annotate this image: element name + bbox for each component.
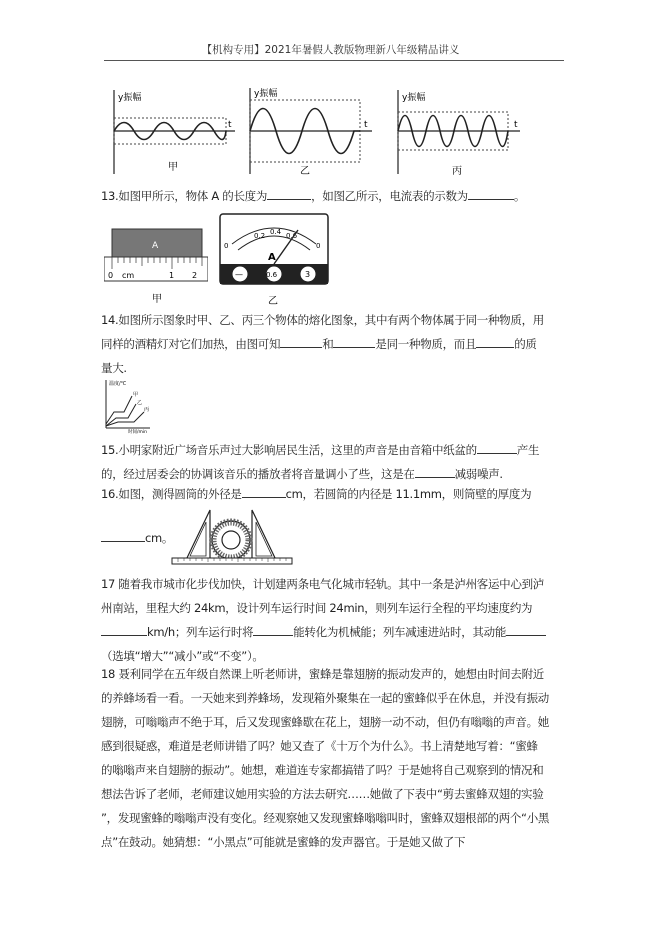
- caption-bing: 丙: [452, 166, 462, 177]
- caption-jia: 甲: [168, 162, 178, 173]
- wave-panel-bing: [398, 90, 520, 177]
- wave-figure: [100, 86, 540, 178]
- answer-blank[interactable]: [477, 441, 517, 454]
- svg-text:0.6: 0.6: [286, 232, 298, 240]
- question-17: 17 随着我市城市化步伐加快，计划建两条电气化城市轻轨。其中一条是泸州客运中心到泸 州南站，里程大约 24km，设计列车运行时间 24min，则列车运行全程的平均速度约为 km/h；列车运行时将 能转化为机械能；列车减速进站时，其动能 （选填“增大”“减小”或“不变”）。: [101, 572, 567, 668]
- svg-text:t: t: [364, 120, 368, 130]
- question-16-cont: cm。: [101, 526, 567, 550]
- svg-text:0: 0: [108, 271, 114, 280]
- answer-blank[interactable]: [468, 187, 514, 200]
- svg-text:0.4: 0.4: [270, 228, 282, 236]
- question-18: 18 聂利同学在五年级自然课上听老师讲，蜜蜂是靠翅膀的振动发声的，她想由时间去附近 的养蜂场看一看。一天她来到养蜂场，发现箱外聚集在一起的蜜蜂似乎在休息，并没有振动 翅膀，可嗡嗡声不绝于耳，后又发现蜜蜂歇在花上，翅膀一动不动，但仍有嗡嗡的声音。她 感到很疑惑，难道是老师讲错了吗？她又查了《十万个为什么》。书上清楚地写着：“蜜蜂 的嗡嗡声来自翅膀的振动”。她想，难道连专家都搞错了吗？于是她将自己观察到的情况和 想法告诉了老师，老师建议她用实验的方法去研究……她做了下表中“剪去蜜蜂双翅的实验 ”，发现蜜蜂的嗡嗡声没有变化。经观察她又发现蜜蜂嗡嗡叫时，蜜蜂双翅根部的两个“小黑 点”在鼓动。她猜想：“小黑点”可能就是蜜蜂的发声器官。于是她又做了下: [101, 667, 550, 849]
- svg-text:2: 2: [192, 271, 198, 280]
- page-header: 【机构专用】2021年暑假人教版物理新八年级精品讲义: [201, 44, 460, 56]
- caption-yi: 乙: [268, 296, 278, 307]
- svg-text:cm: cm: [122, 271, 135, 280]
- answer-blank[interactable]: [101, 623, 147, 636]
- answer-blank[interactable]: [253, 623, 293, 636]
- answer-blank[interactable]: [476, 335, 514, 348]
- question-14: 14.如图所示图象时甲、乙、丙三个物体的熔化图象，其中有两个物体属于同一种物质，用 同样的酒精灯对它们加热，由图可知 和 是同一种物质，而且 的质 量大.: [101, 313, 544, 375]
- answer-blank[interactable]: [333, 335, 375, 348]
- answer-blank[interactable]: [506, 623, 546, 636]
- svg-text:t: t: [514, 120, 518, 130]
- svg-text:0.2: 0.2: [254, 232, 266, 240]
- svg-text:温度/℃: 温度/℃: [109, 381, 127, 387]
- question-13: 13.如图甲所示，物体 A 的长度为 ，如图乙所示，电流表的示数为 。: [101, 189, 526, 203]
- question-15: 15.小明家附近广场音乐声过大影响居民生活，这里的声音是由音箱中纸盆的 产生 的，经过居委会的协调该音乐的播放者将音量调小了些，这是在 减弱噪声.: [101, 443, 540, 481]
- ammeter-symbol: A: [268, 252, 276, 263]
- melting-graph: [100, 378, 152, 434]
- svg-text:y振幅: y振幅: [254, 89, 278, 99]
- svg-text:—: —: [235, 270, 243, 279]
- svg-text:0.6: 0.6: [266, 271, 278, 279]
- svg-text:时间/min: 时间/min: [128, 430, 148, 434]
- caption-jia: 甲: [152, 294, 162, 305]
- svg-text:0: 0: [224, 242, 229, 250]
- svg-text:乙: 乙: [137, 400, 143, 406]
- question-16: 16.如图，测得圆筒的外径是 cm，若圆筒的内径是 11.1mm，则筒壁的厚度为: [101, 487, 532, 501]
- header-divider: [104, 60, 564, 61]
- svg-text:1: 1: [169, 271, 175, 280]
- svg-text:丙: 丙: [144, 407, 150, 413]
- ruler-figure: [104, 226, 208, 306]
- t-label: t: [228, 120, 232, 130]
- caption-yi: 乙: [300, 166, 310, 177]
- svg-text:0: 0: [316, 242, 321, 250]
- block-label: A: [152, 241, 159, 251]
- wave-panel-yi: [250, 87, 372, 177]
- svg-text:y振幅: y振幅: [402, 93, 426, 103]
- axis-label: y振幅: [118, 93, 142, 103]
- answer-blank[interactable]: [101, 529, 145, 542]
- svg-text:3: 3: [305, 270, 311, 279]
- ammeter-figure: [218, 212, 332, 308]
- answer-blank[interactable]: [280, 335, 322, 348]
- wave-panel-jia: [114, 90, 235, 174]
- svg-text:甲: 甲: [133, 392, 139, 398]
- answer-blank[interactable]: [267, 187, 311, 200]
- answer-blank[interactable]: [415, 465, 455, 478]
- answer-blank[interactable]: [242, 485, 286, 498]
